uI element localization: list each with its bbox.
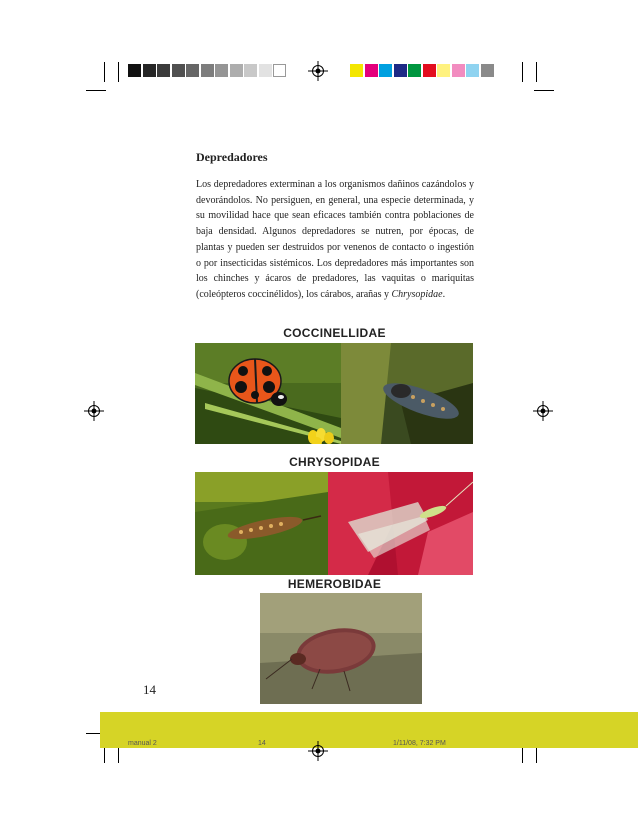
footer-color-band bbox=[100, 712, 638, 748]
photo-ladybug-adult bbox=[195, 343, 341, 444]
crop-mark-tr-h bbox=[534, 90, 554, 91]
photo-lacewing-adult bbox=[328, 472, 473, 575]
gray-swatch bbox=[230, 64, 243, 77]
gray-swatch bbox=[143, 64, 156, 77]
color-swatch bbox=[481, 64, 494, 77]
registration-mark-icon bbox=[533, 401, 553, 421]
section-paragraph: Los depredadores exterminan a los organismos dañinos cazándolos y devorándolos. No persiguen, en general, una especie determinada, y su movilidad hace que sean eficaces también contra poblaciones de baja densidad. Algunos depredadores se nutren, por épocas, de plantas y pueden ser destruidos por venenos de contacto o ingestión o por insecticidas sistémicos. Los depredadores más importantes son los chinches y ácaros de predadores, las vaquitas o mariquitas (coleópteros coccinélidos), los cárabos, arañas y Chrysopidae. bbox=[196, 179, 474, 300]
page-number: 14 bbox=[143, 682, 156, 697]
color-swatch bbox=[408, 64, 421, 77]
slug-file-name: manual 2 bbox=[128, 740, 157, 747]
gray-swatch bbox=[186, 64, 199, 77]
gray-swatch bbox=[244, 64, 257, 77]
crop-mark-tr-v bbox=[522, 62, 523, 82]
family-title-hemerobidae: HEMEROBIDAE bbox=[287, 577, 382, 591]
family-title-coccinellidae: COCCINELLIDAE bbox=[283, 326, 386, 340]
slug-page: 14 bbox=[258, 740, 266, 747]
gray-swatch bbox=[128, 64, 141, 77]
family-title-chrysopidae: CHRYSOPIDAE bbox=[289, 455, 380, 469]
registration-mark-icon bbox=[84, 401, 104, 421]
color-swatch bbox=[423, 64, 436, 77]
crop-mark-tl-h bbox=[86, 90, 106, 91]
gray-swatch bbox=[172, 64, 185, 77]
gray-swatch bbox=[215, 64, 228, 77]
gray-swatch bbox=[259, 64, 272, 77]
color-swatch bbox=[365, 64, 378, 77]
slug-timestamp: 1/11/08, 7:32 PM bbox=[393, 740, 446, 747]
section-heading: Depredadores bbox=[196, 150, 268, 164]
gray-swatch bbox=[273, 64, 286, 77]
crop-mark-tr-v2 bbox=[536, 62, 537, 82]
color-swatch bbox=[379, 64, 392, 77]
registration-mark-icon bbox=[308, 61, 328, 81]
photo-lacewing-larva bbox=[195, 472, 328, 575]
color-swatch bbox=[350, 64, 363, 77]
gray-swatch bbox=[157, 64, 170, 77]
color-swatch bbox=[394, 64, 407, 77]
gray-swatch bbox=[201, 64, 214, 77]
italic-term: Chrysopidae bbox=[391, 288, 443, 300]
color-swatch bbox=[437, 64, 450, 77]
photo-brown-lacewing bbox=[260, 593, 422, 704]
photo-ladybug-larva bbox=[341, 343, 473, 444]
color-swatch bbox=[452, 64, 465, 77]
registration-mark-icon bbox=[308, 741, 328, 761]
color-swatch bbox=[466, 64, 479, 77]
crop-mark-tl-v bbox=[104, 62, 105, 82]
crop-mark-tl-v2 bbox=[118, 62, 119, 82]
